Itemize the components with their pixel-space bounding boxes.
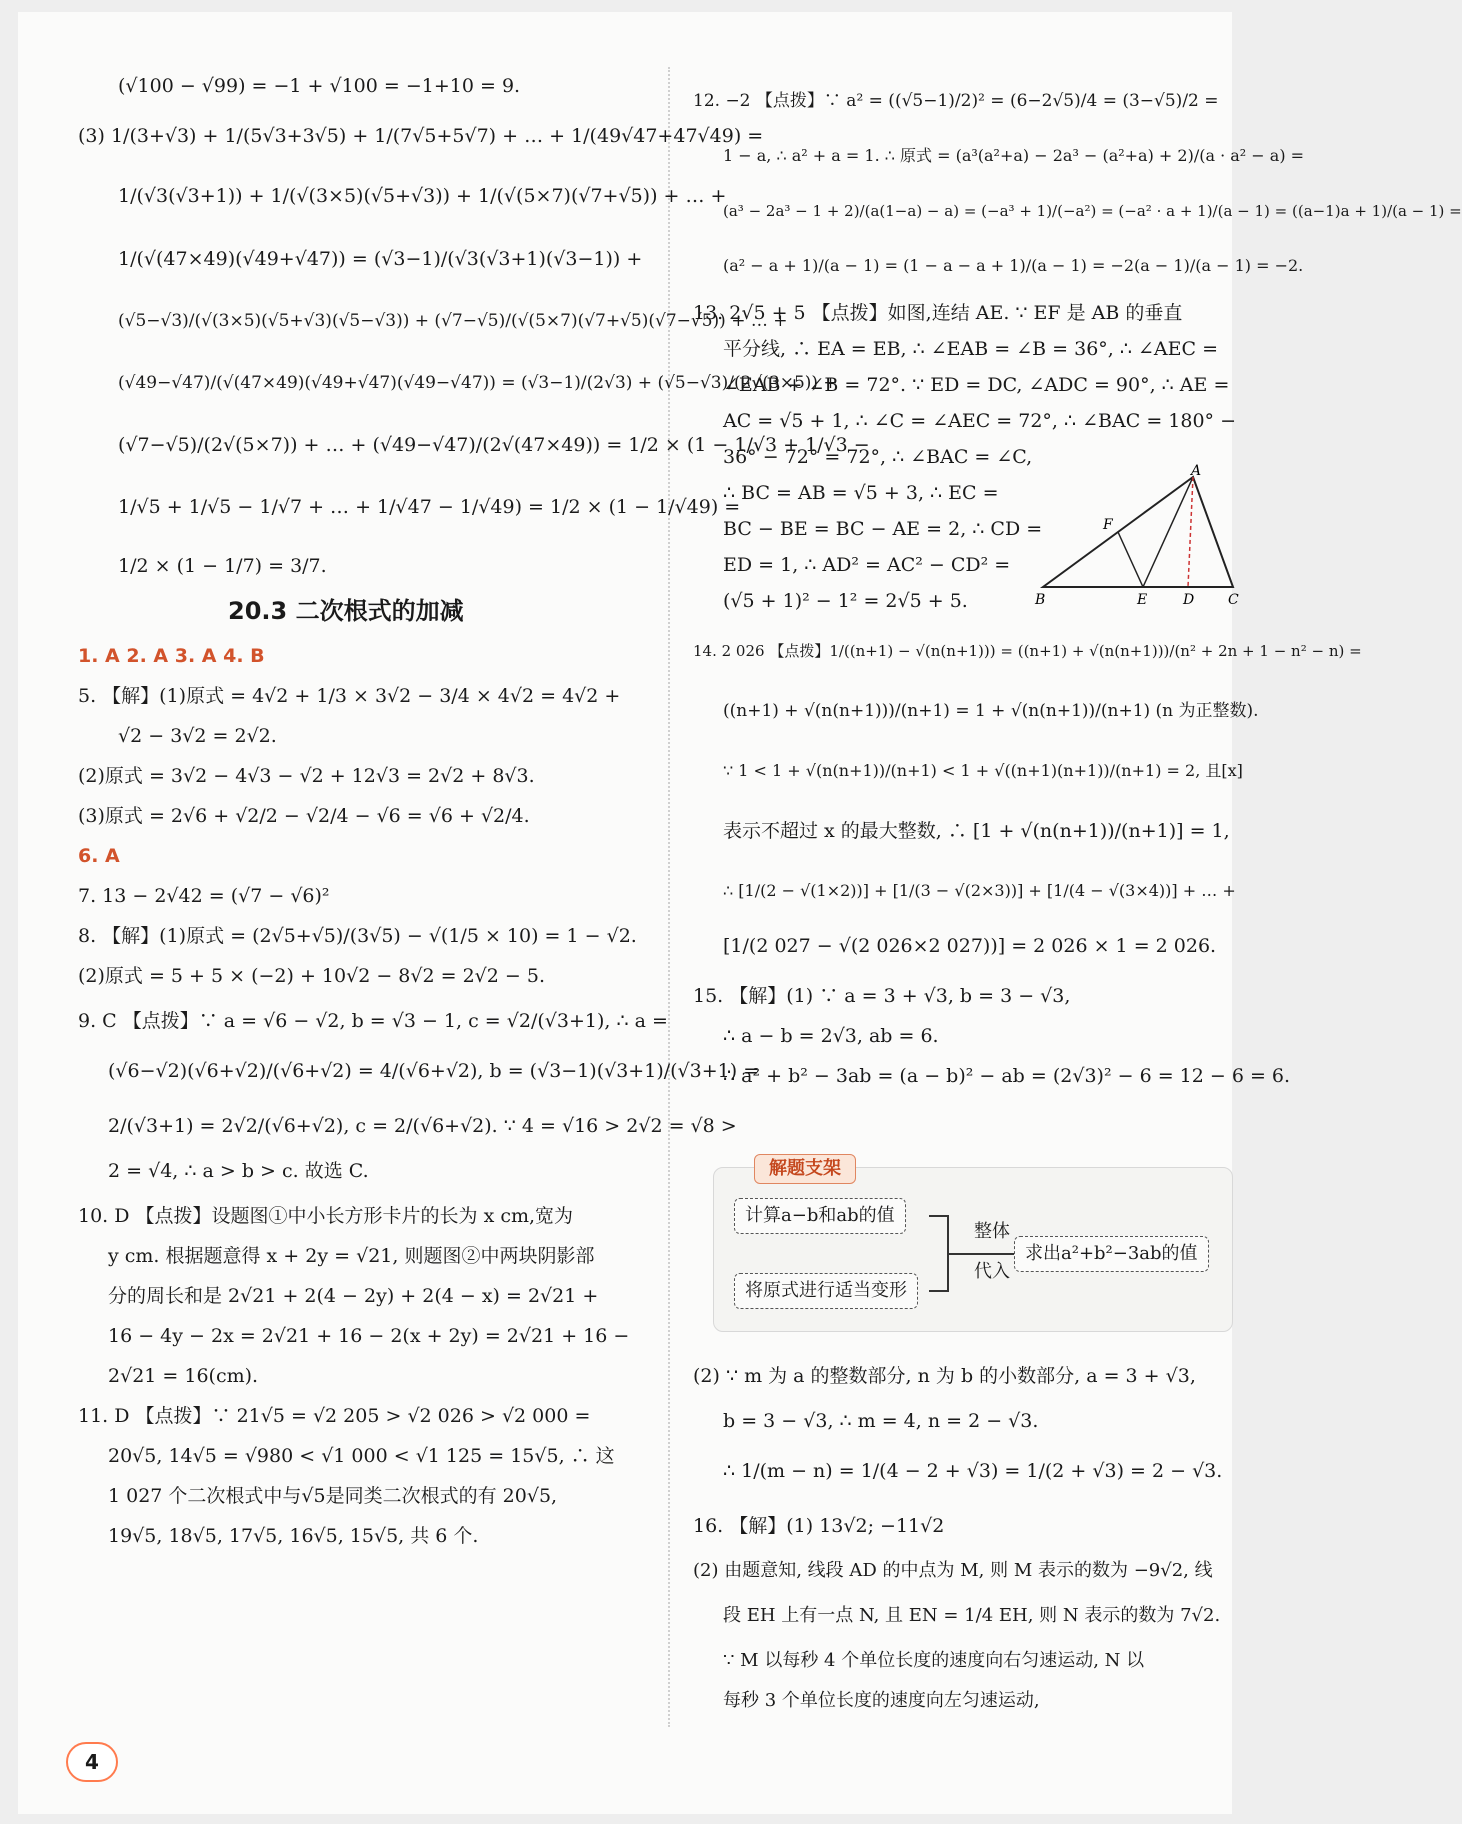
text-line: (3) 1/(3+√3) + 1/(5√3+3√5) + 1/(7√5+5√7) + … + 1/(49√47+47√49) = (78, 125, 764, 147)
label-a: A (1191, 463, 1202, 479)
answer-line: 2/(√3+1) = 2√2/(√6+√2), c = 2/(√6+√2). ∵ 4 = √16 > 2√2 = √8 > (108, 1115, 737, 1137)
answer-line: (a² − a + 1)/(a − 1) = (1 − a − a + 1)/(a − 1) = −2(a − 1)/(a − 1) = −2. (723, 256, 1304, 275)
answer-line: 2 = √4, ∴ a > b > c. 故选 C. (108, 1160, 369, 1182)
answer-line: 15. 【解】(1) ∵ a = 3 + √3, b = 3 − √3, (693, 985, 1071, 1007)
solution-framework-box (713, 1158, 1233, 1332)
label-c: C (1228, 592, 1239, 608)
answer-line: (√5 + 1)² − 1² = 2√5 + 5. (723, 590, 968, 612)
answer-line: ∴ a² + b² − 3ab = (a − b)² − ab = (2√3)² − 6 = 12 − 6 = 6. (723, 1065, 1291, 1087)
text-line: (√100 − √99) = −1 + √100 = −1+10 = 9. (118, 75, 521, 97)
answer-line: 2√21 = 16(cm). (108, 1365, 259, 1387)
text-line: (√49−√47)/(√(47×49)(√49+√47)(√49−√47)) = (√3−1)/(2√3) + (√5−√3)/(2√(3×5)) + (118, 373, 838, 393)
framework-step-1: 计算a−b和ab的值 (734, 1198, 906, 1234)
section-title: 20.3 二次根式的加减 (228, 597, 464, 625)
text-line: 1/2 × (1 − 1/7) = 3/7. (118, 555, 327, 577)
answer-line: 16. 【解】(1) 13√2; −11√2 (693, 1515, 945, 1537)
answer-line: (2)原式 = 3√2 − 4√3 − √2 + 12√3 = 2√2 + 8√3. (78, 765, 535, 787)
label-f: F (1103, 517, 1113, 533)
framework-step-2: 将原式进行适当变形 (734, 1273, 918, 1309)
answer-line: 1. A 2. A 3. A 4. B (78, 645, 265, 667)
text-line: (√7−√5)/(2√(5×7)) + … + (√49−√47)/(2√(47×49)) = 1/2 × (1 − 1/√3 + 1/√3 − (118, 434, 870, 456)
answer-line: ED = 1, ∴ AD² = AC² − CD² = (723, 554, 1011, 576)
answer-line: (2)原式 = 5 + 5 × (−2) + 10√2 − 8√2 = 2√2 − 5. (78, 965, 545, 987)
answer-line: 7. 13 − 2√42 = (√7 − √6)² (78, 885, 330, 907)
answer-line: 20√5, 14√5 = √980 < √1 000 < √1 125 = 15√5, ∴ 这 (108, 1445, 615, 1467)
answer-line: 6. A (78, 845, 120, 867)
page-number: 4 (66, 1742, 118, 1782)
framework-title: 解题支架 (754, 1154, 856, 1184)
text-line: (√5−√3)/(√(3×5)(√5+√3)(√5−√3)) + (√7−√5)/(√(5×7)(√7+√5)(√7−√5)) + … + (118, 311, 788, 331)
text-line: 1/(√(47×49)(√49+√47)) = (√3−1)/(√3(√3+1)(√3−1)) + (118, 248, 643, 270)
arrow-line (949, 1253, 1014, 1255)
answer-line: ∠EAB + ∠B = 72°. ∵ ED = DC, ∠ADC = 90°, ∴ AE = (723, 374, 1230, 396)
answer-line: 1 − a, ∴ a² + a = 1. ∴ 原式 = (a³(a²+a) − 2a³ − (a²+a) + 2)/(a · a² − a) = (723, 146, 1305, 165)
answer-line: 1 027 个二次根式中与√5是同类二次根式的有 20√5, (108, 1485, 558, 1507)
answer-line: (3)原式 = 2√6 + √2/2 − √2/4 − √6 = √6 + √2/4. (78, 805, 530, 827)
answer-line: 9. C 【点拨】∵ a = √6 − √2, b = √3 − 1, c = √2/(√3+1), ∴ a = (78, 1010, 668, 1032)
answer-line: 36° − 72° = 72°, ∴ ∠BAC = ∠C, (723, 446, 1033, 468)
answer-line: 11. D 【点拨】∵ 21√5 = √2 205 > √2 026 > √2 000 = (78, 1405, 591, 1427)
answer-line: √2 − 3√2 = 2√2. (118, 725, 277, 747)
label-b: B (1035, 592, 1046, 608)
label-e: E (1137, 592, 1148, 608)
answer-line: 10. D 【点拨】设题图①中小长方形卡片的长为 x cm,宽为 (78, 1205, 574, 1227)
answer-line: (2) ∵ m 为 a 的整数部分, n 为 b 的小数部分, a = 3 + √3, (693, 1365, 1196, 1387)
answer-line: (√6−√2)(√6+√2)/(√6+√2) = 4/(√6+√2), b = (√3−1)(√3+1)/(√3+1) = (108, 1060, 760, 1082)
answer-line: ∴ 1/(m − n) = 1/(4 − 2 + √3) = 1/(2 + √3) = 2 − √3. (723, 1460, 1223, 1482)
answer-line: 13. 2√5 + 5 【点拨】如图,连结 AE. ∵ EF 是 AB 的垂直 (693, 302, 1183, 324)
answer-line: 16 − 4y − 2x = 2√21 + 16 − 2(x + 2y) = 2√21 + 16 − (108, 1325, 630, 1347)
answer-line: (2) 由题意知, 线段 AD 的中点为 M, 则 M 表示的数为 −9√2, 线 (693, 1560, 1213, 1581)
answer-line: 平分线, ∴ EA = EB, ∴ ∠EAB = ∠B = 36°, ∴ ∠AEC = (723, 338, 1218, 360)
text-line: 1/√5 + 1/√5 − 1/√7 + … + 1/√47 − 1/√49) = 1/2 × (1 − 1/√49) = (118, 496, 741, 518)
answer-line: ∴ BC = AB = √5 + 3, ∴ EC = (723, 482, 999, 504)
answer-line: 段 EH 上有一点 N, 且 EN = 1/4 EH, 则 N 表示的数为 7√2. (723, 1605, 1221, 1626)
triangle-figure (1033, 463, 1243, 608)
answer-line: ∵ M 以每秒 4 个单位长度的速度向右匀速运动, N 以 (723, 1650, 1145, 1671)
answer-line: 19√5, 18√5, 17√5, 16√5, 15√5, 共 6 个. (108, 1525, 479, 1547)
connector-label-top: 整体 (974, 1221, 1010, 1242)
connector-label-bottom: 代入 (974, 1261, 1010, 1282)
answer-line: 分的周长和是 2√21 + 2(4 − 2y) + 2(4 − x) = 2√21 + (108, 1285, 599, 1307)
framework-result: 求出a²+b²−3ab的值 (1014, 1236, 1209, 1272)
answer-line: b = 3 − √3, ∴ m = 4, n = 2 − √3. (723, 1410, 1039, 1432)
answer-line: (a³ − 2a³ − 1 + 2)/(a(1−a) − a) = (−a³ + 1)/(−a²) = (−a² · a + 1)/(a − 1) = ((a−1)a + 1)/(a − 1) = (723, 202, 1462, 220)
answer-line: 14. 2 026 【点拨】1/((n+1) − √(n(n+1))) = ((n+1) + √(n(n+1)))/(n² + 2n + 1 − n² − n) = (693, 642, 1362, 660)
answer-line: 8. 【解】(1)原式 = (2√5+√5)/(3√5) − √(1/5 × 10) = 1 − √2. (78, 925, 637, 947)
answer-line: 5. 【解】(1)原式 = 4√2 + 1/3 × 3√2 − 3/4 × 4√2 = 4√2 + (78, 685, 621, 707)
answer-line: BC − BE = BC − AE = 2, ∴ CD = (723, 518, 1043, 540)
answer-line: [1/(2 027 − √(2 026×2 027))] = 2 026 × 1 = 2 026. (723, 935, 1217, 957)
answer-line: 12. −2 【点拨】∵ a² = ((√5−1)/2)² = (6−2√5)/4 = (3−√5)/2 = (693, 91, 1219, 111)
answer-line: ∴ a − b = 2√3, ab = 6. (723, 1025, 939, 1047)
answer-line: y cm. 根据题意得 x + 2y = √21, 则题图②中两块阴影部 (108, 1245, 595, 1267)
answer-line: ((n+1) + √(n(n+1)))/(n+1) = 1 + √(n(n+1))/(n+1) (n 为正整数). (723, 701, 1259, 721)
answer-line: 每秒 3 个单位长度的速度向左匀速运动, (723, 1690, 1040, 1711)
page (18, 12, 1462, 1814)
connector-line (929, 1290, 947, 1292)
answer-line: 表示不超过 x 的最大整数, ∴ [1 + √(n(n+1))/(n+1)] = 1, (723, 820, 1230, 842)
answer-line: ∵ 1 < 1 + √(n(n+1))/(n+1) < 1 + √((n+1)(n+1))/(n+1) = 2, 且[x] (723, 761, 1243, 780)
label-d: D (1183, 592, 1195, 608)
connector-line (929, 1215, 947, 1217)
answer-line: AC = √5 + 1, ∴ ∠C = ∠AEC = 72°, ∴ ∠BAC = 180° − (723, 410, 1236, 432)
answer-line: ∴ [1/(2 − √(1×2))] + [1/(3 − √(2×3))] + [1/(4 − √(3×4))] + … + (723, 881, 1236, 900)
text-line: 1/(√3(√3+1)) + 1/(√(3×5)(√5+√3)) + 1/(√(5×7)(√7+√5)) + … + (118, 185, 727, 207)
